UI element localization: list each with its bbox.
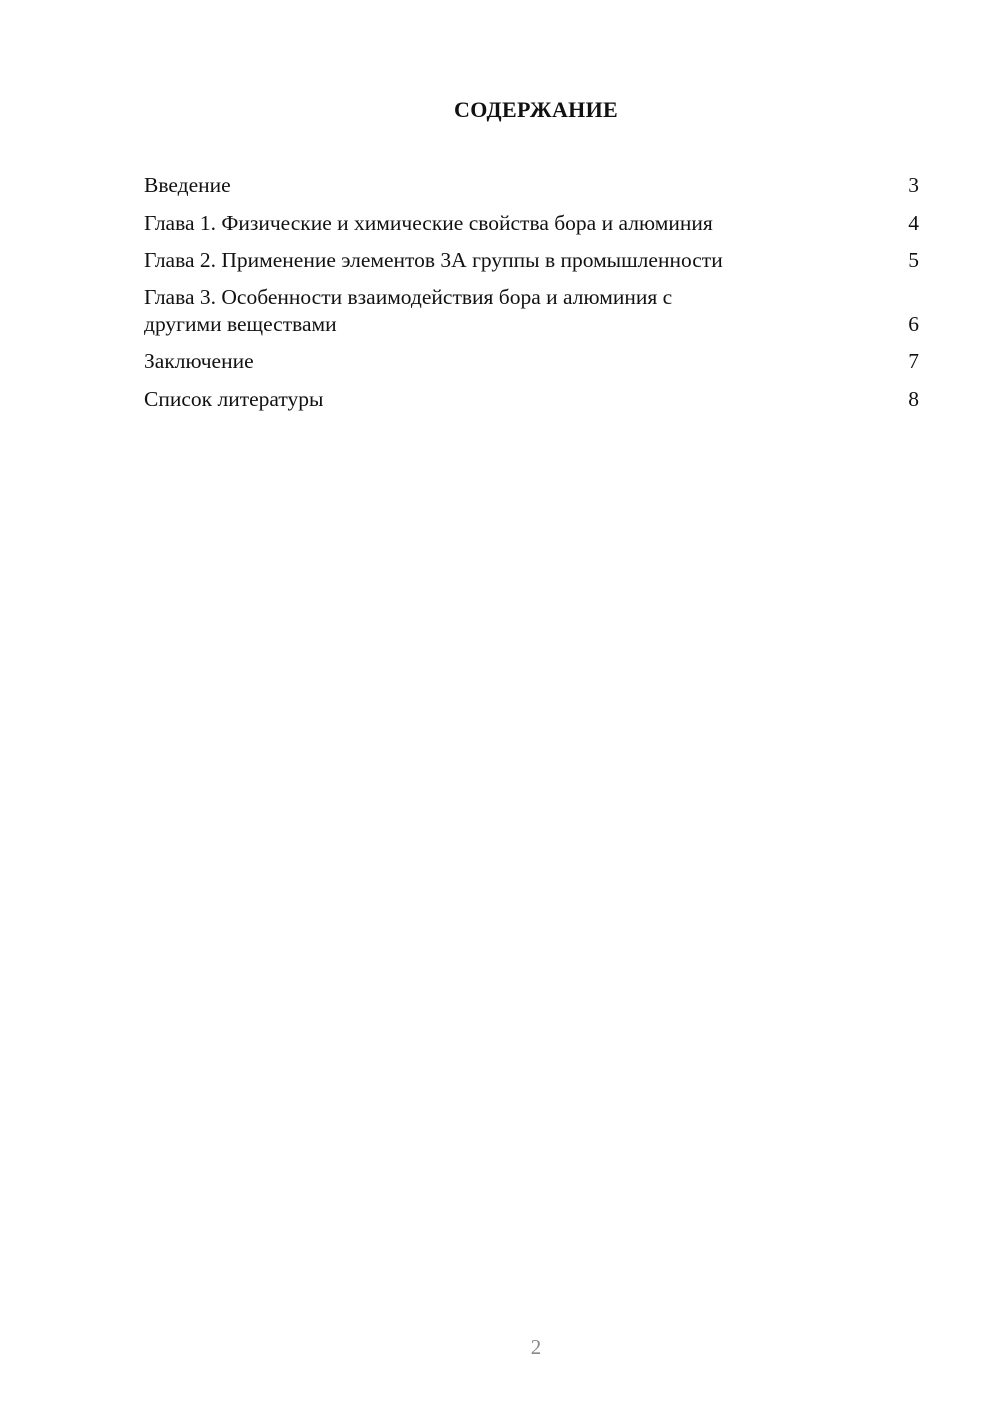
page-title: СОДЕРЖАНИЕ — [454, 97, 618, 122]
table-of-contents — [144, 171, 919, 422]
toc-entry-chapter-2 — [144, 246, 919, 274]
toc-entry-introduction — [144, 171, 919, 199]
toc-entry-page: 3 — [908, 173, 919, 197]
toc-entry-references — [144, 385, 919, 413]
toc-entry-page: 5 — [908, 248, 919, 272]
page-number: 2 — [530, 1335, 542, 1359]
toc-entry-title: Глава 2. Применение элементов 3А группы в промышленности — [144, 248, 723, 272]
toc-entry-title-line-2: другими веществами — [144, 311, 337, 336]
toc-entry-title: Глава 1. Физические и химические свойства бора и алюминия — [144, 210, 713, 235]
toc-entry-page: 4 — [908, 210, 919, 235]
toc-entry-title: Заключение — [144, 349, 254, 373]
toc-entry-title: Введение — [144, 173, 231, 197]
toc-entry-chapter-3 — [144, 284, 919, 338]
toc-entry-page: 6 — [908, 311, 919, 336]
toc-entry-title-line-1: Глава 3. Особенности взаимодействия бора и алюминия с — [144, 284, 673, 309]
toc-entry-page: 7 — [908, 349, 919, 373]
toc-entry-chapter-1 — [144, 209, 919, 237]
toc-entry-title: Список литературы — [144, 386, 324, 411]
toc-entry-page: 8 — [908, 386, 919, 411]
toc-entry-conclusion — [144, 347, 919, 375]
